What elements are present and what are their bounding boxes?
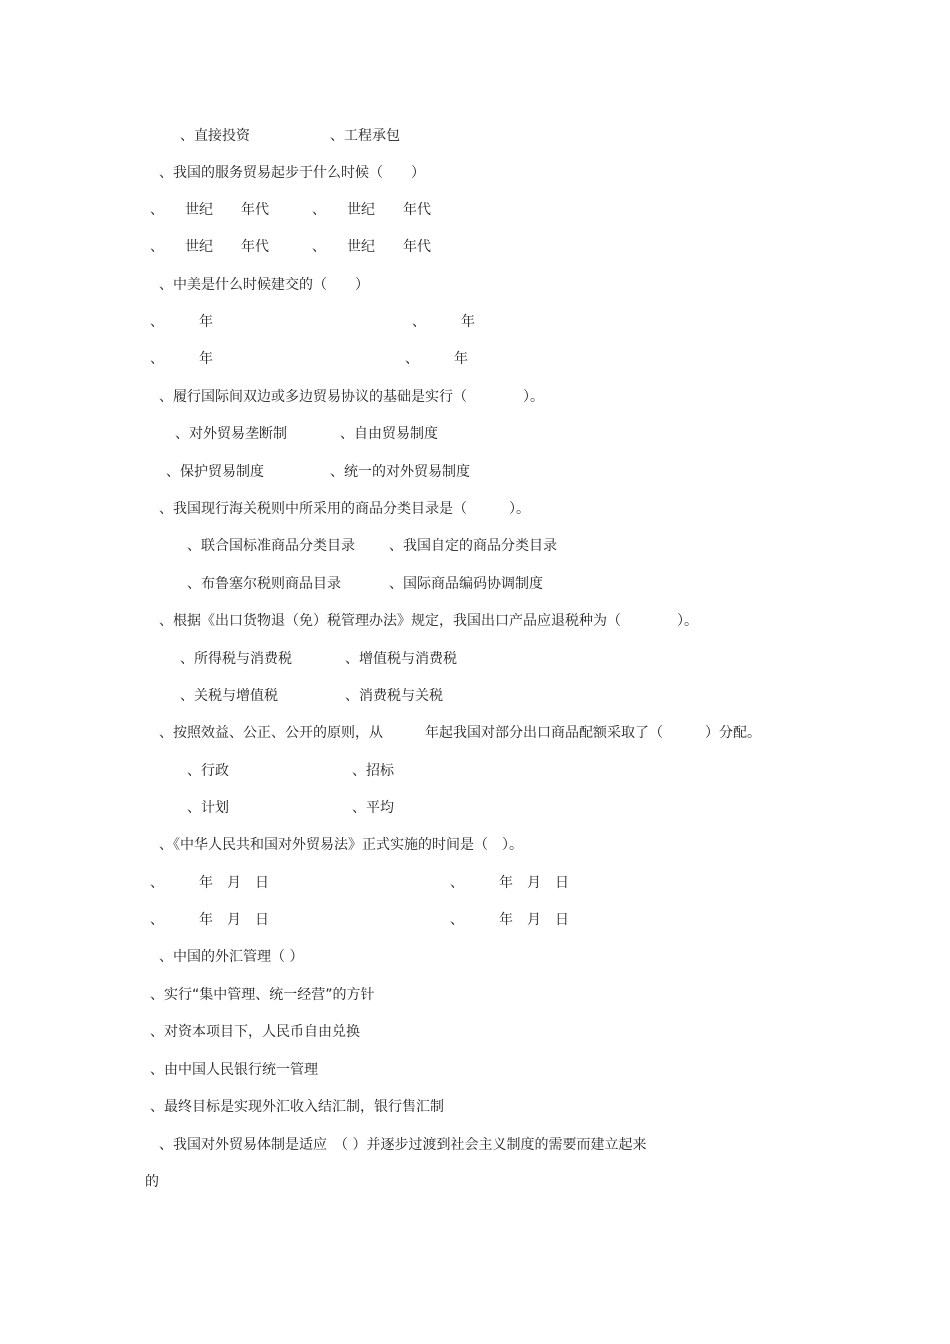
option-a: 、对外贸易垄断制	[175, 426, 287, 442]
option-a: 、 年	[150, 314, 213, 330]
option-c: 、保护贸易制度	[166, 464, 264, 480]
option-c: 、由中国人民银行统一管理	[150, 1062, 318, 1078]
question-service-trade-start: 、我国的服务贸易起步于什么时候（ ）	[159, 165, 425, 181]
option-b: 、 年 月 日	[450, 875, 569, 891]
question-trade-system: 、我国对外贸易体制是适应 （ ）并逐步过渡到社会主义制度的需要而建立起来	[159, 1137, 647, 1153]
option-b: 、对资本项目下，人民币自由兑换	[150, 1024, 360, 1040]
option-b: 、我国自定的商品分类目录	[389, 538, 557, 554]
question-sino-us-relations: 、中美是什么时候建交的（ ）	[159, 277, 369, 293]
option-d: 、 年 月 日	[450, 912, 569, 928]
option-a: 、 年 月 日	[150, 875, 269, 891]
option-b: 、增值税与消费税	[345, 651, 457, 667]
option-c: 、 年 月 日	[150, 912, 269, 928]
option-b: 、自由贸易制度	[340, 426, 438, 442]
option-d-project-contracting: 、工程承包	[330, 128, 400, 144]
question-forex-management: 、中国的外汇管理（ ）	[159, 949, 304, 965]
option-b: 、 世纪 年代	[312, 202, 431, 218]
option-d: 、 世纪 年代	[312, 239, 431, 255]
option-c: 、 世纪 年代	[150, 239, 269, 255]
question-trade-agreement-basis: 、履行国际间双边或多边贸易协议的基础是实行（ ）。	[159, 389, 544, 405]
option-c-direct-investment: 、直接投资	[180, 128, 250, 144]
option-a: 、实行“集中管理、统一经营”的方针	[150, 987, 375, 1003]
option-b: 、 年	[412, 314, 475, 330]
question-export-quota-allocation: 、按照效益、公正、公开的原则，从 年起我国对部分出口商品配额采取了（ ）分配。	[159, 725, 761, 741]
option-d: 、最终目标是实现外汇收入结汇制，银行售汇制	[150, 1099, 444, 1115]
option-c: 、 年	[150, 351, 213, 367]
option-d: 、消费税与关税	[345, 688, 443, 704]
option-c: 、关税与增值税	[180, 688, 278, 704]
option-b: 、招标	[352, 763, 394, 779]
option-a: 、行政	[187, 763, 229, 779]
option-a: 、所得税与消费税	[180, 651, 292, 667]
option-d: 、统一的对外贸易制度	[330, 464, 470, 480]
option-a: 、联合国标准商品分类目录	[187, 538, 355, 554]
option-c: 、布鲁塞尔税则商品目录	[187, 576, 341, 592]
option-d: 、平均	[352, 800, 394, 816]
question-customs-classification: 、我国现行海关税则中所采用的商品分类目录是（ ）。	[159, 501, 530, 517]
option-d: 、 年	[405, 351, 468, 367]
question-foreign-trade-law-date: 、《中华人民共和国对外贸易法》正式实施的时间是（ ）。	[159, 837, 523, 853]
option-a: 、 世纪 年代	[150, 202, 269, 218]
question-trade-system-continued: 的	[145, 1174, 159, 1190]
question-export-tax-rebate: 、根据《出口货物退（免）税管理办法》规定，我国出口产品应退税种为（ ）。	[159, 613, 698, 629]
option-d: 、国际商品编码协调制度	[389, 576, 543, 592]
option-c: 、计划	[187, 800, 229, 816]
